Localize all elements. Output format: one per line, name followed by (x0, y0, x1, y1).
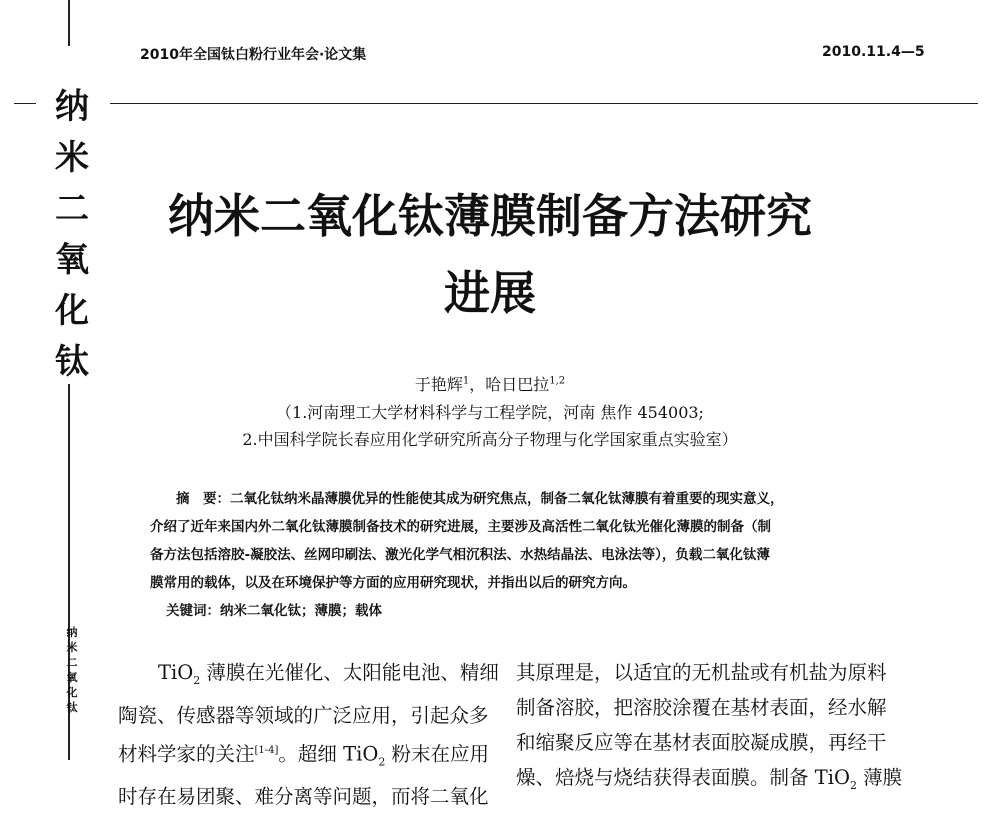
body-column-right (516, 655, 902, 803)
side-small-char: 米 (66, 641, 78, 654)
author-1: 于艳辉 (414, 375, 463, 394)
side-char: 钛 (55, 342, 89, 382)
abstract-line: 备方法包括溶胶-凝胶法、丝网印刷法、激光化学气相沉积法、水热结晶法、电泳法等），负载二氧化钛薄 (150, 547, 770, 563)
paper-title-line2: 进展 (444, 266, 536, 320)
side-small-char: 氧 (66, 671, 78, 684)
body-text: 2 (193, 673, 201, 687)
author-1-affil: 1 (462, 375, 470, 387)
authors (100, 372, 880, 395)
abstract-line: 介绍了近年来国内外二氧化钛薄膜制备技术的研究进展，主要涉及高活性二氧化钛光催化薄膜的制备（制 (150, 519, 771, 535)
keywords-label: 关键词： (166, 603, 220, 619)
body-text: 和缩聚反应等在基材表面胶凝成膜，再经干 (516, 731, 887, 754)
abstract-line: 二氧化钛纳米晶薄膜优异的性能使其成为研究焦点，制备二氧化钛薄膜有着重要的现实意义， (230, 491, 784, 507)
author-2-affil: 1,2 (549, 375, 566, 387)
body-text: 薄膜 (856, 766, 903, 789)
header-rule-left (14, 103, 36, 104)
side-small-char: 二 (66, 656, 78, 669)
citation: [1-4] (254, 744, 279, 756)
abstract (150, 485, 850, 625)
body-text: 。超细 TiO (278, 742, 379, 766)
author-2: ，哈日巴拉 (469, 375, 550, 394)
body-text: 制备溶胶，把溶胶涂覆在基材表面，经水解 (516, 696, 887, 719)
side-small-char: 化 (66, 686, 78, 699)
side-title-small (64, 625, 80, 715)
side-char: 氧 (55, 240, 89, 280)
body-text: 粉末在应用 (385, 742, 490, 766)
paper-title-line1: 纳米二氧化钛薄膜制备方法研究 (168, 189, 812, 243)
side-small-char: 纳 (66, 626, 78, 639)
body-text: 陶瓷、传感器等领域的广泛应用，引起众多 (118, 703, 489, 727)
body-text: 燥、焙烧与烧结获得表面膜。制备 TiO (516, 766, 850, 789)
body-column-left (118, 655, 499, 814)
body-text: TiO (158, 661, 194, 684)
header-rule (110, 103, 978, 104)
body-text: 材料学家的关注 (118, 742, 255, 766)
affiliation-2: 2.中国科学院长春应用化学研究所高分子物理与化学国家重点实验室） (242, 430, 738, 449)
abstract-label: 摘 要： (176, 491, 230, 507)
header-date: 2010.11.4—5 (822, 44, 925, 60)
body-text: 其原理是，以适宜的无机盐或有机盐为原料 (516, 661, 887, 684)
body-text: 2 (378, 755, 386, 769)
body-text: 2 (849, 778, 857, 792)
side-title-vertical (50, 82, 94, 388)
body-text: 时存在易团聚、难分离等问题，而将二氧化 (118, 785, 489, 809)
margin-line-top (68, 0, 70, 46)
side-char: 纳 (55, 87, 89, 127)
side-char: 二 (55, 189, 89, 229)
side-char: 化 (55, 291, 89, 331)
affiliation-1: （1.河南理工大学材料科学与工程学院，河南 焦作 454003; (276, 403, 704, 422)
side-small-char: 钛 (66, 701, 78, 714)
keywords-value: 纳米二氧化钛；薄膜；载体 (220, 603, 382, 619)
abstract-line: 膜常用的载体，以及在环境保护等方面的应用研究现状，并指出以后的研究方向。 (150, 575, 636, 591)
side-char: 米 (55, 138, 89, 178)
header-proceedings: 2010年全国钛白粉行业年会·论文集 (140, 47, 367, 63)
body-text: 薄膜在光催化、太阳能电池、精细 (200, 661, 499, 684)
